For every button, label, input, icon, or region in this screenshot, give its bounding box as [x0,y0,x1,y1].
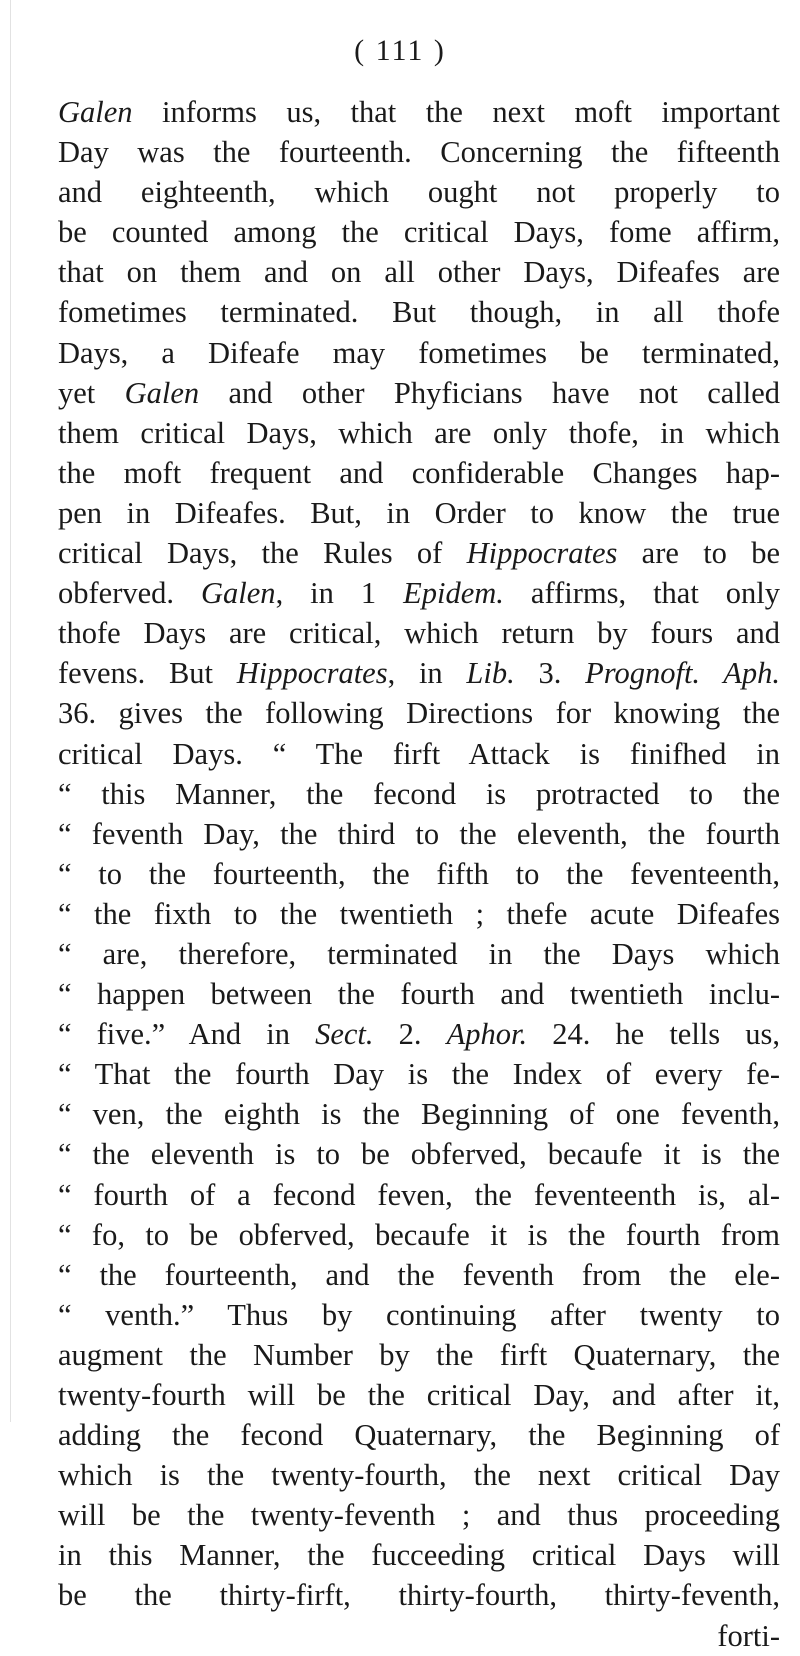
text-segment: “ ven, the eighth is the Beginning of one feventh, [58,1097,780,1132]
text-segment: “ feventh Day, the third to the eleventh, the fourth [58,816,780,851]
text-segment: critical Days. “ The firft Attack is finifhed in [58,736,780,771]
text-line [58,1215,780,1255]
text-segment: 2. [373,1017,447,1052]
text-line [58,1175,780,1215]
text-line [58,974,780,1014]
text-segment: “ That the fourth Day is the Index of every fe- [58,1057,780,1092]
text-segment: “ the fixth to the twentieth ; thefe acute Difeafes [58,896,780,931]
text-line [58,1415,780,1455]
italic-text: Hippocrates [466,536,618,571]
text-segment: 24. he tells us, [527,1017,780,1052]
italic-text: Galen [58,95,133,129]
text-segment: 3. [514,656,586,691]
italic-text: Aphor. [446,1017,528,1052]
text-segment: obferved. [58,576,202,611]
text-segment: “ fo, to be obferved, becaufe it is the fourth from [58,1217,780,1252]
text-segment: fometimes terminated. But though, in all thofe [58,295,780,330]
text-segment: 36. gives the following Directions for knowing the [58,696,780,731]
text-segment: be counted among the critical Days, fome affirm, [58,215,780,250]
text-line [58,1295,780,1335]
text-segment: “ this Manner, the fecond is protracted to the [58,776,780,811]
text-segment: “ happen between the fourth and twentieth inclu- [58,977,780,1012]
text-line [58,774,780,814]
text-segment: the moft frequent and confiderable Changes hap- [58,455,780,490]
text-segment: will be the twenty-feventh ; and thus proceeding [58,1498,780,1533]
text-segment: and eighteenth, which ought not properly to [58,175,780,210]
text-line [58,1054,780,1094]
text-line [58,1014,780,1054]
text-line [58,453,780,493]
italic-text: Sect. [315,1017,374,1052]
text-segment: them critical Days, which are only thofe, in which [58,415,780,450]
text-segment: critical Days, the Rules of [58,536,467,571]
text-line [58,653,780,693]
text-line [58,292,780,332]
text-line [58,854,780,894]
text-line [58,693,780,733]
text-line [58,252,780,292]
text-segment: affirms, that only [503,576,781,611]
page-number: ( 111 ) [354,34,446,67]
text-line [58,1495,780,1535]
text-line [58,333,780,373]
text-line [58,373,780,413]
text-segment: and other Phyficians have not called [199,375,781,410]
text-segment: augment the Number by the firft Quaternary, the [58,1337,780,1372]
text-segment: “ to the fourteenth, the fifth to the feventeenth, [58,856,780,891]
text-line [58,413,780,453]
text-segment: yet [58,375,125,410]
text-segment: in this Manner, the fucceeding critical Days will [58,1538,780,1573]
italic-text: Lib. [466,656,515,691]
text-segment: “ the eleventh is to be obferved, becaufe it is the [58,1137,780,1172]
italic-text: Galen [201,576,276,611]
text-line [58,1575,780,1615]
text-segment: “ venth.” Thus by continuing after twenty to [58,1297,780,1332]
text-segment: “ fourth of a fecond feven, the feventeenth is, al- [58,1177,780,1212]
text-line [58,172,780,212]
text-segment: Day was the fourteenth. Concerning the fifteenth [58,135,780,170]
text-line [58,1455,780,1495]
text-line [58,1134,780,1174]
text-segment: “ are, therefore, terminated in the Days which [58,936,780,971]
body-text [58,92,780,1656]
text-line [58,493,780,533]
italic-text: Prognoft. Aph. [585,656,780,691]
catchword: forti- [717,1618,780,1653]
text-line [58,1335,780,1375]
text-line [58,1255,780,1295]
page-edge-line [10,0,11,1422]
text-line [58,894,780,934]
text-line [58,1094,780,1134]
italic-text: Galen [124,375,200,410]
text-line [58,734,780,774]
text-segment: adding the fecond Quaternary, the Beginning of [58,1418,780,1453]
text-segment: informs us, that the next moft important [132,95,780,129]
text-segment: which is the twenty-fourth, the next critical Day [58,1458,780,1493]
text-segment: “ the fourteenth, and the feventh from the ele- [58,1257,780,1292]
text-segment: twenty-fourth will be the critical Day, and after it, [58,1378,780,1412]
italic-text: Hippocrates [236,656,388,691]
italic-text: Epidem. [403,576,504,611]
text-line [58,573,780,613]
text-line [58,212,780,252]
text-line [58,533,780,573]
text-line [58,1535,780,1575]
text-segment: Days, a Difeafe may fometimes be terminated, [58,335,780,370]
text-line [58,92,780,132]
text-segment: pen in Difeafes. But, in Order to know the true [58,495,780,530]
text-segment: fevens. But [58,656,237,691]
text-segment: “ five.” And in [58,1017,316,1052]
text-line [58,814,780,854]
text-line [58,1375,780,1415]
text-segment: , in 1 [275,576,404,611]
text-segment: thofe Days are critical, which return by fours and [58,616,780,651]
text-line [58,132,780,172]
text-line [58,934,780,974]
text-segment: be the thirty-firft, thirty-fourth, thirty-feventh, [58,1578,780,1613]
text-segment: , in [387,656,467,691]
text-segment: are to be [617,536,780,571]
text-segment: that on them and on all other Days, Difeafes are [58,255,780,290]
text-line [58,613,780,653]
